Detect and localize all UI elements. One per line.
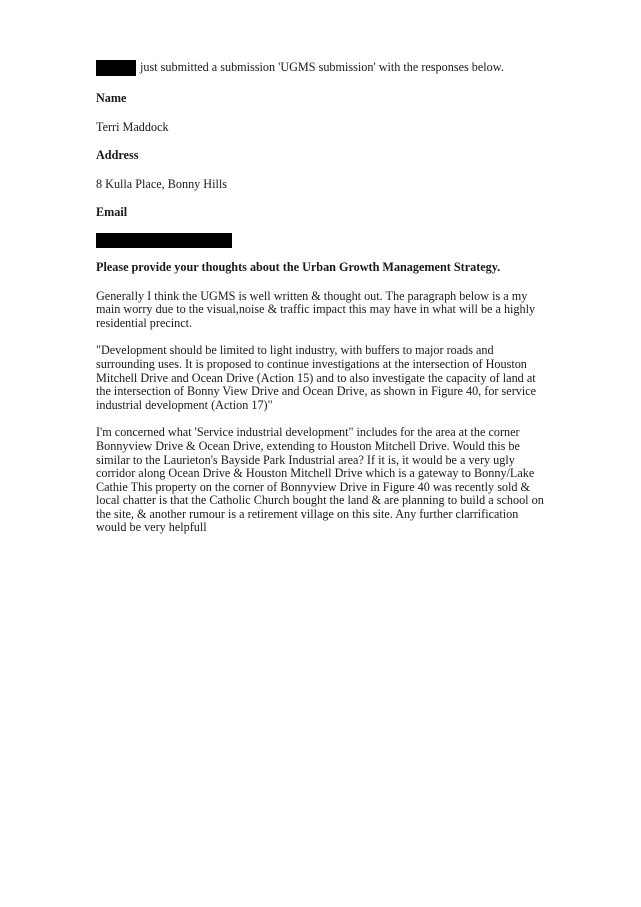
email-label: Email [96, 205, 128, 220]
intro-text: just submitted a submission 'UGMS submission' with the responses below. [140, 60, 504, 75]
response-paragraph-1: Generally I think the UGMS is well written & thought out. The paragraph below is a my main worry due to the visual,noise & traffic impact this may have in what will be a highly residential precinct. [96, 288, 536, 330]
email-value [96, 233, 548, 248]
submission-document [96, 58, 548, 535]
question-heading: Please provide your thoughts about the Urban Growth Management Strategy. [96, 259, 501, 274]
redacted-submitter-name [96, 60, 136, 76]
response-paragraph-3: I'm concerned what 'Service industrial development" includes for the area at the corner Bonnyview Drive & Ocean Drive, extending to Houston Mitchell Drive. Would this be similar to the Laurieton's Bayside Park Industrial area? If it is, it would be a very ugly corridor along Ocean Drive & Houston Mitchell Drive which is a gateway to Bonny/Lake Cathie This property on the corner of Bonnyview Drive in Figure 40 was recently sold & local chatter is that the Catholic Church bought the land & are planning to build a school on the site, & another rumour is a retirement village on this site. Any further clarrification would be very helpfull [96, 425, 544, 535]
response-paragraph-2: "Development should be limited to light industry, with buffers to major roads and surrounding uses. It is proposed to continue investigations at the intersection of Houston Mitchell Drive and Ocean Drive (Action 15) and to also investigate the capacity of land at the intersection of Bonny View Drive and Ocean Drive, as shown in Figure 40, for service industrial development (Action 17)" [96, 343, 537, 412]
address-value: 8 Kulla Place, Bonny Hills [96, 176, 228, 191]
name-label: Name [96, 91, 127, 105]
redacted-email [96, 233, 232, 248]
intro-line [96, 58, 548, 78]
name-value: Terri Maddock [96, 119, 169, 134]
address-label: Address [96, 148, 139, 163]
